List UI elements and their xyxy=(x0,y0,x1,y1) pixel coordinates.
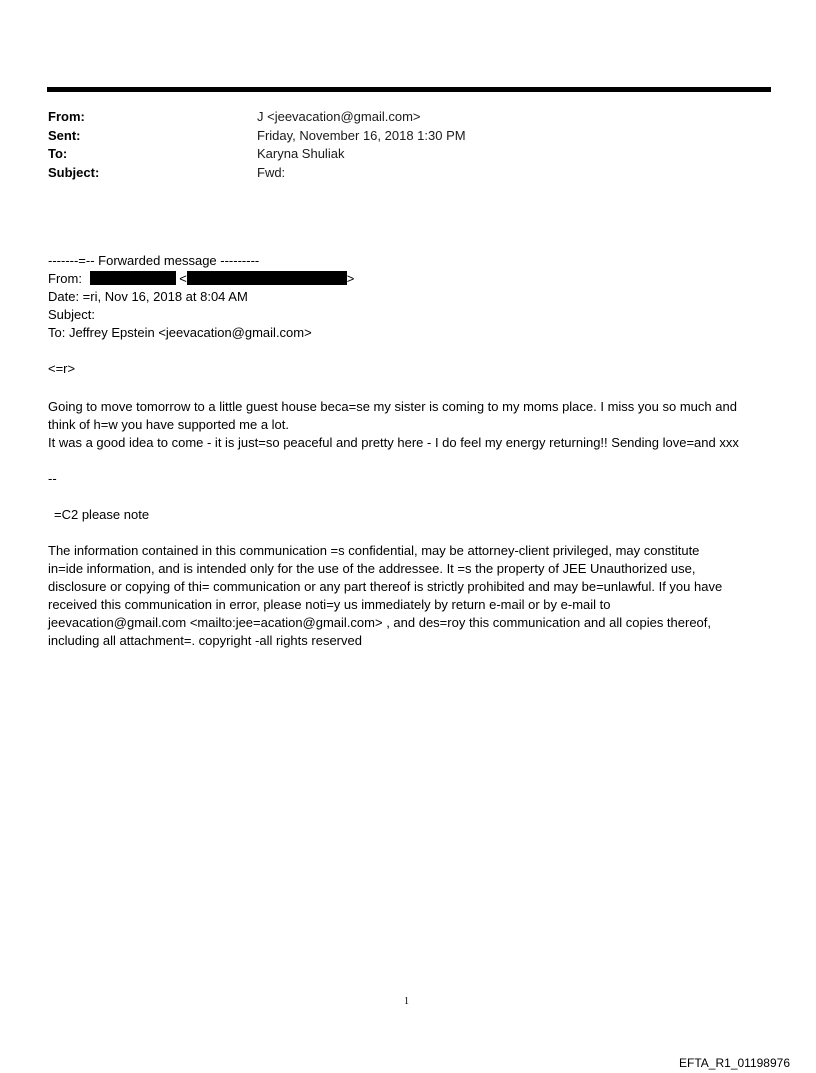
message-line: Going to move tomorrow to a little guest house beca=se my sister is coming to my moms place. I miss you so much and xyxy=(48,399,737,414)
disclaimer-line: jeevacation@gmail.com <mailto:jee=acation@gmail.com> , and des=roy this communication and all copies thereof, xyxy=(48,615,712,630)
header-rule xyxy=(47,87,771,92)
disclaimer-line: The information contained in this communication =s confidential, may be attorney-client privileged, may constitute xyxy=(48,543,700,558)
sent-label: Sent: xyxy=(48,127,81,143)
header-from-row xyxy=(48,108,466,127)
sent-value: Friday, November 16, 2018 1:30 PM xyxy=(257,127,466,143)
redaction-box xyxy=(187,271,347,285)
forwarded-banner: -------=-- Forwarded message --------- xyxy=(48,253,260,268)
header-to-row xyxy=(48,145,466,164)
forwarded-date: Date: =ri, Nov 16, 2018 at 8:04 AM xyxy=(48,289,248,304)
disclaimer-line: in=ide information, and is intended only for the use of the addressee. It =s the property of JEE Unauthorized use, xyxy=(48,561,696,576)
signature-separator: -- xyxy=(48,471,57,486)
forwarded-from-line xyxy=(48,270,778,288)
to-value: Karyna Shuliak xyxy=(257,146,345,161)
forwarded-from-label: From: xyxy=(48,271,82,286)
forwarded-to: To: Jeffrey Epstein <jeevacation@gmail.com> xyxy=(48,325,312,340)
document-id: EFTA_R1_01198976 xyxy=(679,1056,790,1070)
disclaimer-line: received this communication in error, please noti=y us immediately by return e-mail or by e-mail to xyxy=(48,597,611,612)
from-label: From: xyxy=(48,109,85,124)
to-label: To: xyxy=(48,146,68,161)
header-subject-row xyxy=(48,164,466,183)
disclaimer-line: disclosure or copying of thi= communication or any part thereof is strictly prohibited and may be=unlawful. If you have xyxy=(48,579,723,594)
forwarded-subject: Subject: xyxy=(48,307,95,322)
forwarded-from-close: > xyxy=(346,271,355,286)
from-value: J <jeevacation@gmail.com> xyxy=(257,109,421,124)
disclaimer-line: including all attachment=. copyright -all rights reserved xyxy=(48,633,362,648)
email-body xyxy=(48,252,778,650)
message-line: It was a good idea to come - it is just=so peaceful and pretty here - I do feel my energy returning!! Sending love=and xxx xyxy=(48,435,739,450)
subject-value: Fwd: xyxy=(257,164,286,180)
please-note: =C2 please note xyxy=(54,507,150,522)
subject-label: Subject: xyxy=(48,164,100,180)
redaction-box xyxy=(90,271,176,285)
page-number: 1 xyxy=(404,996,409,1007)
forwarded-from-open: < xyxy=(179,271,187,286)
email-header xyxy=(48,108,466,182)
message-line: think of h=w you have supported me a lot. xyxy=(48,417,290,432)
header-sent-row xyxy=(48,127,466,146)
message-tag: <=r> xyxy=(48,361,76,376)
